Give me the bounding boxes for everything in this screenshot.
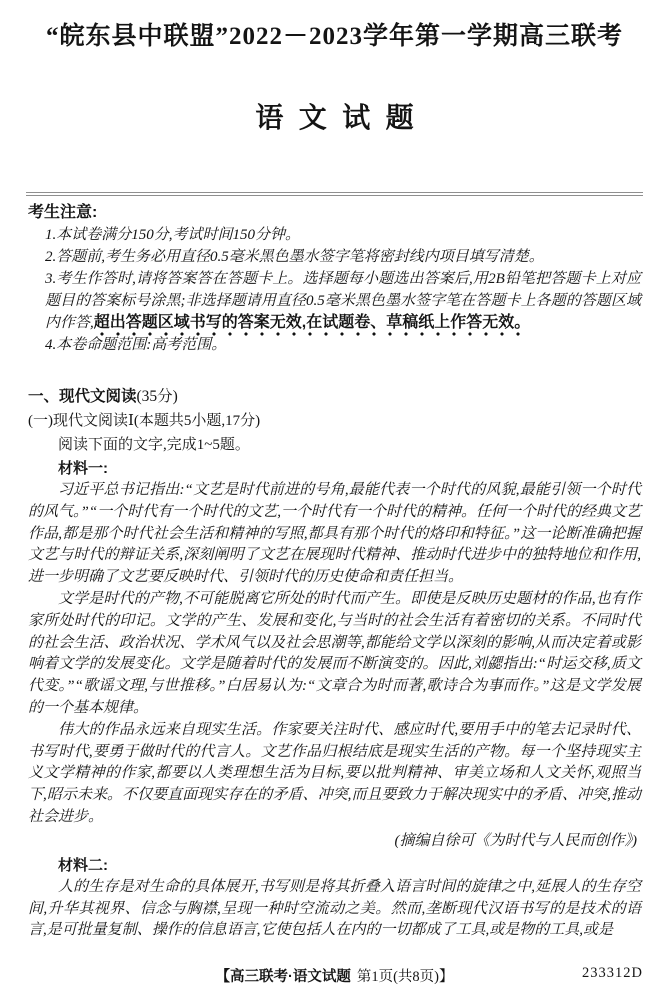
- subject-title: 语文试题: [255, 102, 429, 133]
- notice-title: 考生注意:: [28, 204, 98, 221]
- material1-attribution: (摘编自徐可《为时代与人民而创作》): [394, 832, 637, 849]
- footer-exam-label: 【高三联考·语文试题: [215, 969, 351, 985]
- notice-item-1-text: 1.本试卷满分150分,考试时间150分钟。: [45, 227, 301, 243]
- notice-item-1: [28, 224, 641, 246]
- material1-label: 材料一:: [58, 460, 108, 477]
- section-heading-points: (35分): [136, 388, 178, 405]
- footer-paper-code: 233312D: [582, 965, 643, 981]
- material1-paragraph-3: 伟大的作品永远来自现实生活。作家要关注时代、感应时代,要用手中的笔去记录时代、书写时代,要勇于做时代的代言人。文艺作品归根结底是现实生活的产物。每一个坚持现实主义文学精神的作家,都要以人类理想生活为目标,要以批判精神、审美立场和人文关怀,观照当下,昭示未来。不仅要直面现实存在的矛盾、冲突,而且要致力于解决现实中的矛盾、冲突,推动社会进步。: [28, 721, 641, 825]
- exam-title: “皖东县中联盟”2022－2023学年第一学期高三联考: [45, 23, 623, 50]
- section-heading: [28, 386, 641, 408]
- notice-item-3-text: 3.考生作答时,请将答案答在答题卡上。选择题每小题选出答案后,用2B铅笔把答题卡上对应题目的答案标号涂黑;非选择题请用直径0.5毫米黑色墨水签字笔在答题卡上各题的答题区域内作答,: [45, 271, 641, 331]
- page-footer: [0, 965, 669, 987]
- reading-instruction: 阅读下面的文字,完成1~5题。: [58, 437, 250, 453]
- notice-item-2-text: 2.答题前,考生务必用直径0.5毫米黑色墨水签字笔将密封线内项目填写清楚。: [45, 249, 544, 265]
- section-heading-bold: 一、现代文阅读: [28, 388, 137, 405]
- page-header: [0, 0, 669, 136]
- notice-item-4-text: 4.本卷命题范围:高考范围。: [45, 337, 227, 353]
- header-divider: [26, 192, 643, 196]
- material1-paragraph-2: 文学是时代的产物,不可能脱离它所处的时代而产生。即使是反映历史题材的作品,也有作家所处时代的印记。文学的产生、发展和变化,与当时的社会生活有着密切的关系。不同时代的社会生活、政治状况、学术风气以及社会思潮等,都能给文学以深刻的影响,从而决定着或影响着文学的发展变化。文学是随着时代的发展而不断演变的。因此,刘勰指出:“时运交移,质文代变。”“歌谣文理,与世推移。”白居易认为:“文章合为时而著,歌诗合为事而作。”这是文学发展的一个基本规律。: [28, 590, 641, 716]
- subsection-heading: (一)现代文阅读Ⅰ(本题共5小题,17分): [28, 413, 261, 429]
- material2-paragraph-1: 人的生存是对生命的具体展开,书写则是将其折叠入语言时间的旋律之中,延展人的生存空间,升华其视界、信念与胸襟,呈现一种时空流动之美。然而,垄断现代汉语书写的是技术的语言,是可批量复制、操作的信息语言,它使包括人在内的一切都成了工具,或是物的工具,或是: [28, 878, 641, 939]
- notice-item-2: [28, 246, 641, 268]
- material1-paragraph-1: 习近平总书记指出:“文艺是时代前进的号角,最能代表一个时代的风貌,最能引领一个时代的风气。”“一个时代有一个时代的文艺,一个时代有一个时代的精神。任何一个时代的经典文艺作品,都是那个时代社会生活和精神的写照,都具有那个时代的烙印和特征。”这一论断准确把握文艺与时代的辩证关系,深刻阐明了文艺在展现时代精神、推动时代进步中的独特地位和作用,进一步明确了文艺要反映时代、引领时代的历史使命和责任担当。: [28, 482, 641, 586]
- exam-body: [28, 386, 641, 942]
- notice-item-3: [28, 268, 641, 334]
- notice-item-4: [28, 334, 641, 356]
- notice-item-3-emphasized-text: 超出答题区域书写的答案无效,在试题卷、草稿纸上作答无效。: [94, 314, 530, 337]
- footer-page-number: 第1页(共8页)】: [356, 969, 454, 985]
- material2-label: 材料二:: [58, 856, 108, 874]
- notice-section: [28, 202, 641, 356]
